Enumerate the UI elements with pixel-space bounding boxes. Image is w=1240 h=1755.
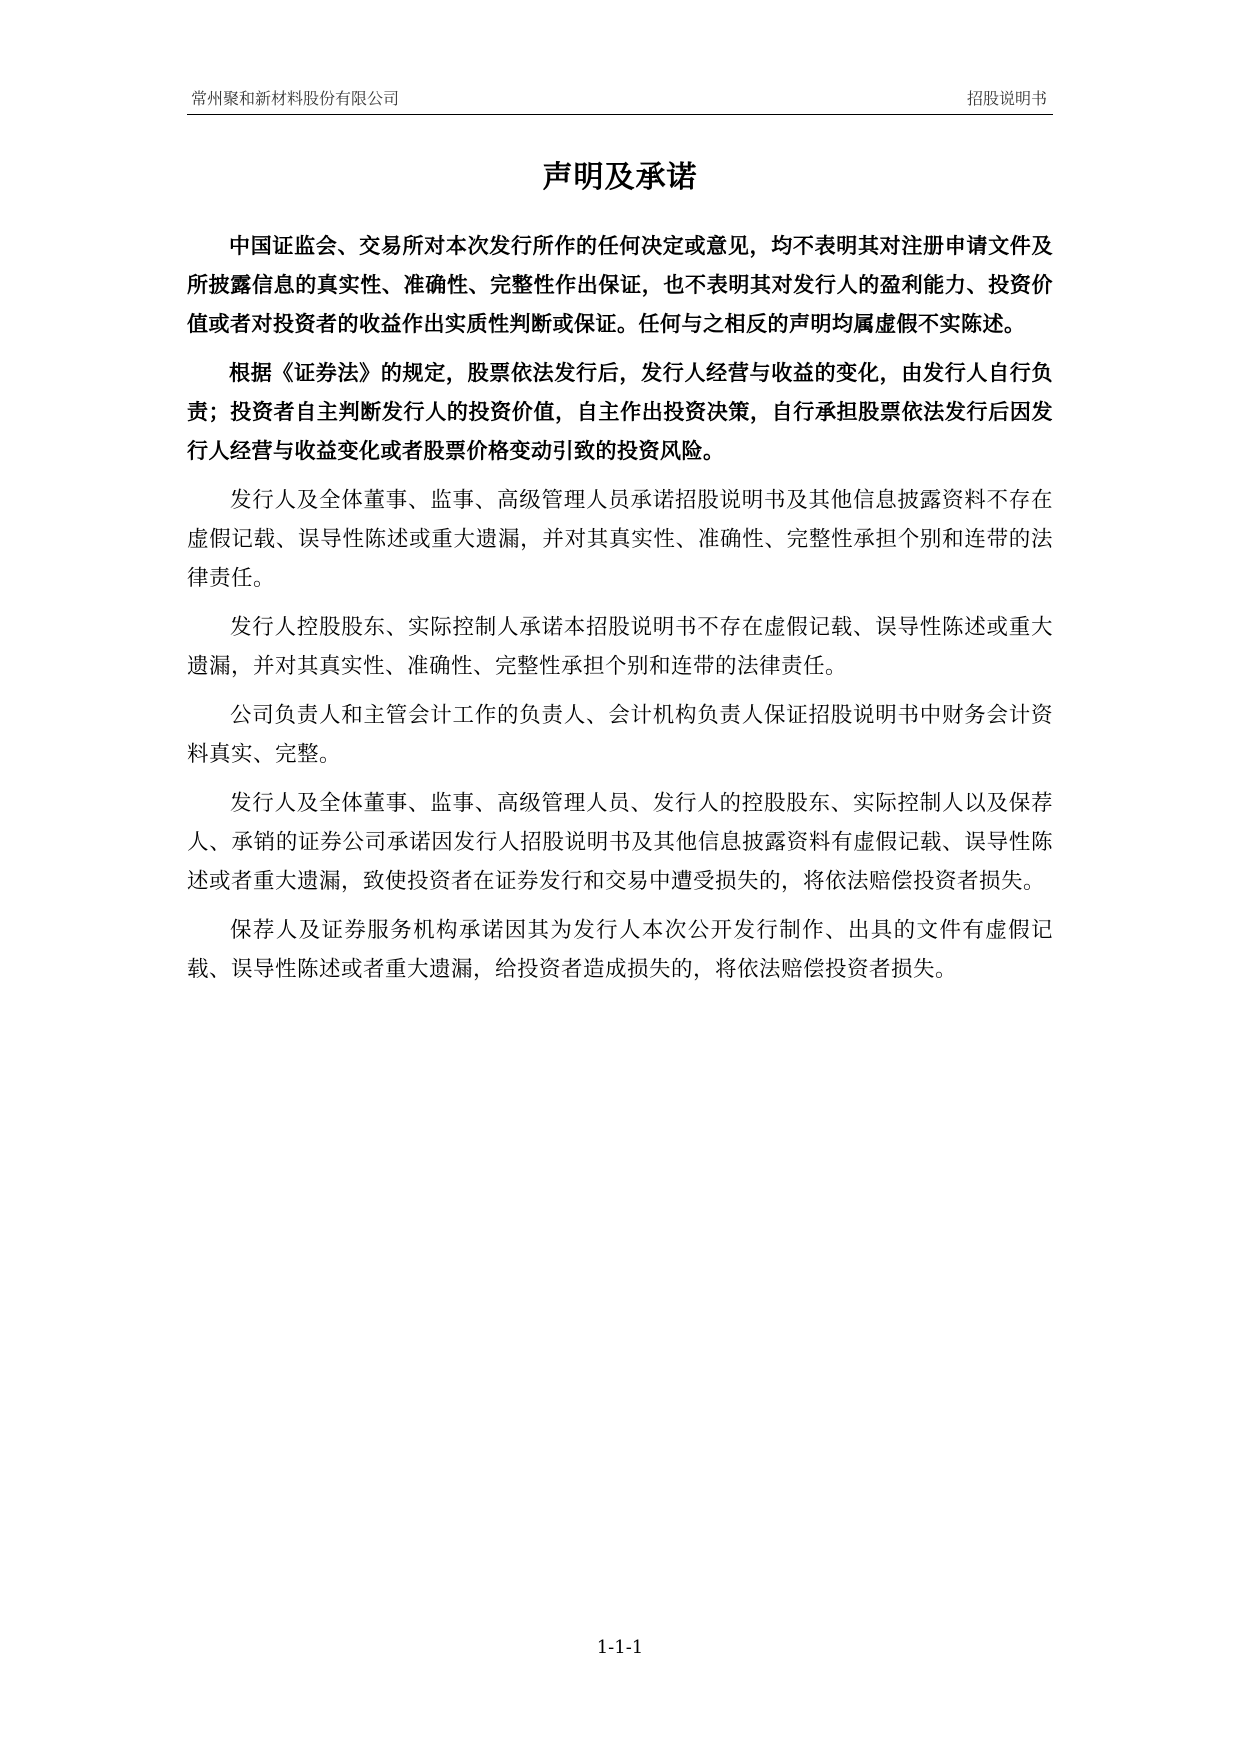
page-header — [187, 84, 1053, 115]
paragraph-regulator-disclaimer: 中国证监会、交易所对本次发行所作的任何决定或意见，均不表明其对注册申请文件及所披露信息的真实性、准确性、完整性作出保证，也不表明其对发行人的盈利能力、投资价值或者对投资者的收益作出实质性判断或保证。任何与之相反的声明均属虚假不实陈述。 — [187, 234, 1053, 336]
paragraph-controller-commitment: 发行人控股股东、实际控制人承诺本招股说明书不存在虚假记载、误导性陈述或重大遗漏，并对其真实性、准确性、完整性承担个别和连带的法律责任。 — [187, 615, 1053, 679]
paragraph-sponsor-commitment: 保荐人及证券服务机构承诺因其为发行人本次公开发行制作、出具的文件有虚假记载、误导性陈述或者重大遗漏，给投资者造成损失的，将依法赔偿投资者损失。 — [187, 918, 1053, 982]
document-body — [187, 227, 1053, 999]
header-company-name: 常州聚和新材料股份有限公司 — [191, 89, 400, 108]
page-number: 1-1-1 — [596, 1637, 644, 1658]
page-title: 声明及承诺 — [542, 160, 698, 195]
paragraph-accounting-guarantee: 公司负责人和主管会计工作的负责人、会计机构负责人保证招股说明书中财务会计资料真实、完整。 — [187, 703, 1053, 767]
paragraph-issuer-commitment: 发行人及全体董事、监事、高级管理人员承诺招股说明书及其他信息披露资料不存在虚假记载、误导性陈述或重大遗漏，并对其真实性、准确性、完整性承担个别和连带的法律责任。 — [187, 488, 1053, 591]
paragraph-investment-risk: 根据《证券法》的规定，股票依法发行后，发行人经营与收益的变化，由发行人自行负责；投资者自主判断发行人的投资价值，自主作出投资决策，自行承担股票依法发行后因发行人经营与收益变化或者股票价格变动引致的投资风险。 — [187, 361, 1053, 463]
paragraph-compensation-commitment: 发行人及全体董事、监事、高级管理人员、发行人的控股股东、实际控制人以及保荐人、承销的证券公司承诺因发行人招股说明书及其他信息披露资料有虚假记载、误导性陈述或者重大遗漏，致使投资者在证券发行和交易中遭受损失的，将依法赔偿投资者损失。 — [187, 791, 1053, 894]
header-document-type: 招股说明书 — [966, 89, 1047, 108]
